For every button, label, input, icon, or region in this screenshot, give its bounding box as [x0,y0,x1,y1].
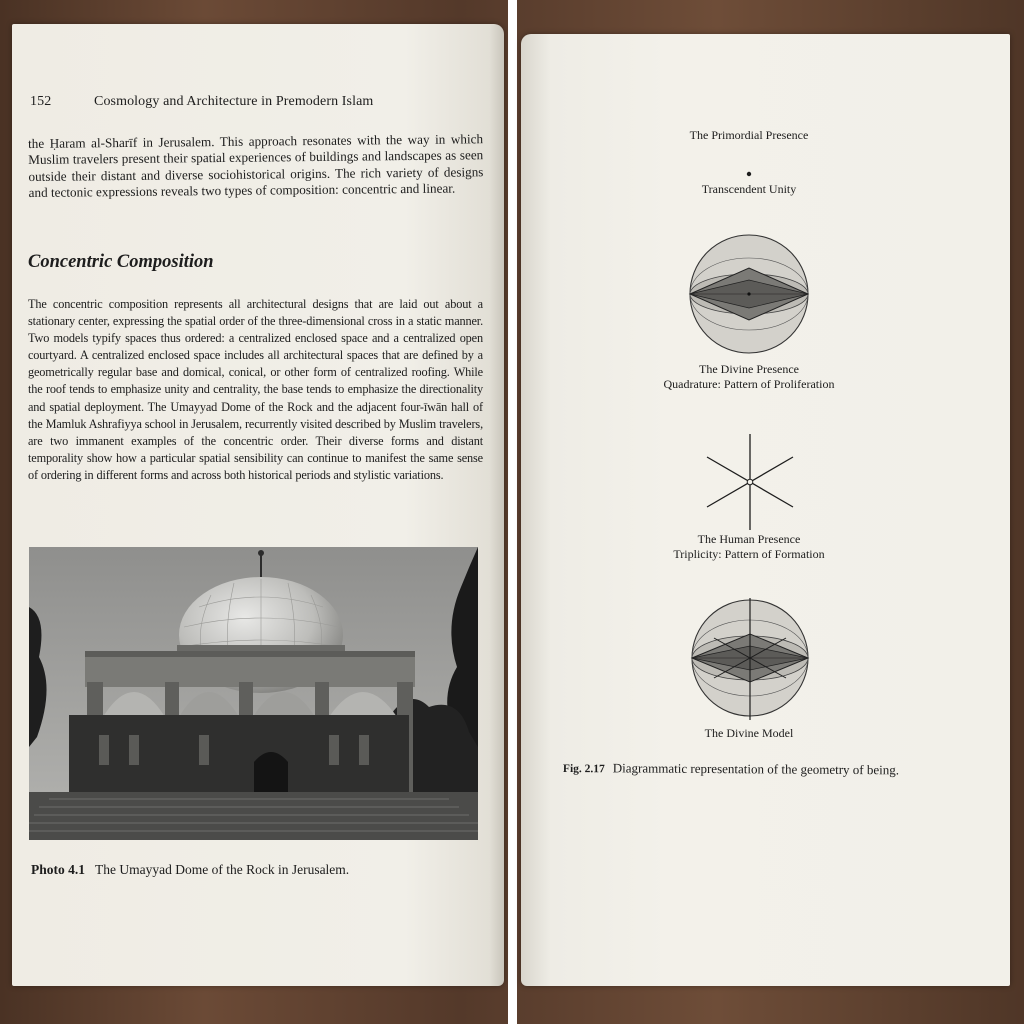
dome-of-the-rock-illustration [29,547,478,840]
left-book-page [12,24,504,986]
triplicity-label: Triplicity: Pattern of Formation [673,547,825,561]
body-paragraph: The concentric composition represents all architectural designs that are laid out about a stationary center, expressing the spatial order of the three-dimensional cross in a static manner. Two models typify spaces thus ordered: a centralized enclosed space and a centralized open courtyard. A centralized enclosed space includes all architectural spaces that are defined by a geometrically regular base and domical, conical, or other form of centralized roofing. While the roof tends to emphasize unity and centrality, the base tends to emphasize the directionality and spatial deployment. The Umayyad Dome of the Rock and the adjacent four-īwān hall of the Mamluk Ashrafiyya school in Jerusalem, recurrently visited described by Muslim travelers, are two immanent examples of the concentric order. Their diverse forms and distant temporality show how a particular spatial sensibility can continue to manifest the same sense of ordering in different forms and across both historical periods and stylistic variations. [28,297,483,482]
quadrature-label: Quadrature: Pattern of Proliferation [663,377,835,391]
photo-caption [31,862,349,878]
photo-caption-text: The Umayyad Dome of the Rock in Jerusalem. [95,862,350,877]
transcendent-unity-label: Transcendent Unity [701,182,797,196]
figure-label: Fig. 2.17 [562,762,605,776]
dome-of-the-rock-photo [29,547,478,840]
point-of-unity-dot [743,168,755,180]
figure-caption-text: Diagrammatic representation of the geometry of being. [612,760,900,778]
right-book-page [521,34,1010,986]
divine-model-label: The Divine Model [704,726,794,740]
human-presence-label: The Human Presence [697,532,801,546]
intro-paragraph: the Ḥaram al-Sharīf in Jerusalem. This approach resonates with the way in which Muslim travelers present their spatial experiences of buildings and landscapes as seen outside their distant and diverse sociohistorical origins. The rich variety of designs and tectonic expressions reveals two types of composition: concentric and linear. [28,131,484,201]
figure-caption [563,760,899,778]
divine-presence-sphere-diagram [687,232,811,356]
collage-divider [508,0,517,1024]
book-title-header: Cosmology and Architecture in Premodern Islam [94,94,374,109]
divine-presence-label: The Divine Presence [699,362,799,376]
six-armed-cross-diagram [703,432,797,532]
page-number: 152 [30,94,52,109]
section-heading: Concentric Composition [28,252,214,272]
running-head [30,94,490,110]
primordial-presence-label: The Primordial Presence [689,128,809,142]
divine-model-sphere-diagram [689,596,811,722]
photo-label: Photo 4.1 [31,862,85,877]
